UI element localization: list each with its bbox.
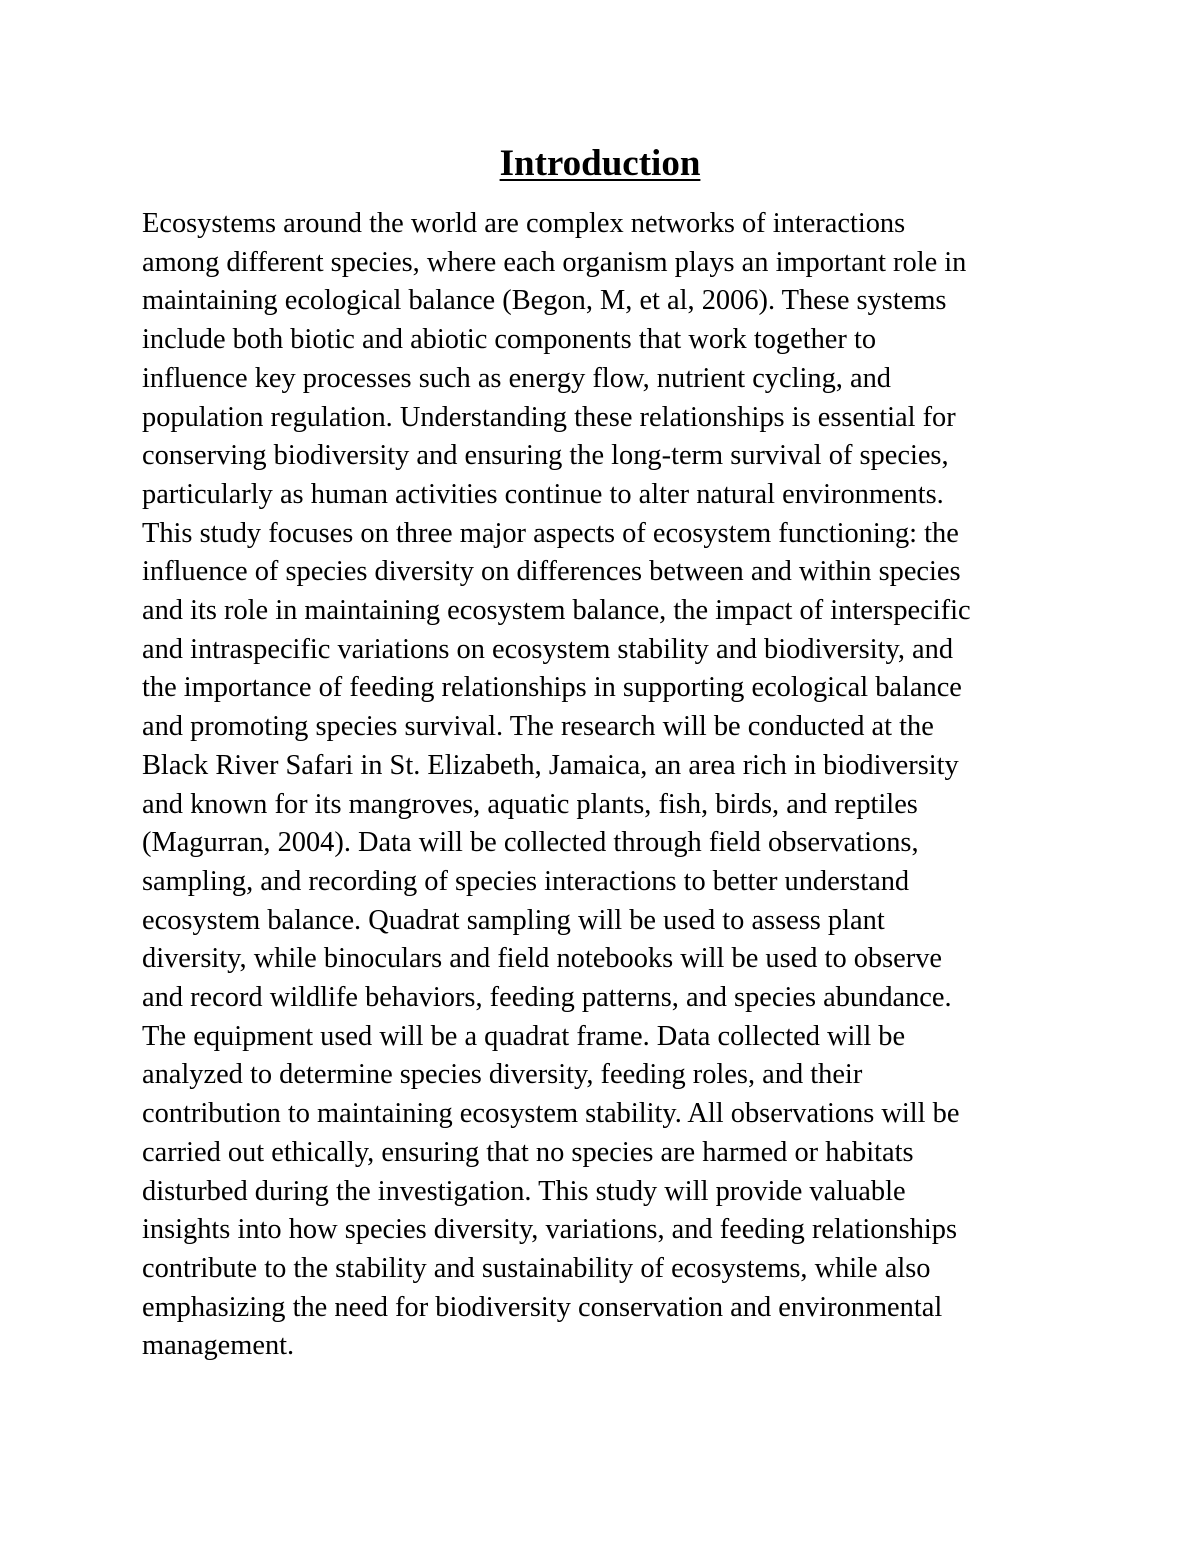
text-line: contribution to maintaining ecosystem stability. All observations will be [142,1098,960,1130]
text-line: particularly as human activities continue to alter natural environments. [142,478,944,510]
text-line: and its role in maintaining ecosystem balance, the impact of interspecific [142,595,971,627]
text-line: maintaining ecological balance (Begon, M, et al, 2006). These systems [142,285,947,317]
text-line: among different species, where each organism plays an important role in [142,246,967,278]
text-line: the importance of feeding relationships in supporting ecological balance [142,672,962,704]
text-line: influence key processes such as energy flow, nutrient cycling, and [142,362,891,394]
text-line: The equipment used will be a quadrat frame. Data collected will be [142,1020,906,1052]
text-line: Black River Safari in St. Elizabeth, Jamaica, an area rich in biodiversity [142,749,959,781]
body-paragraph [142,205,1102,1366]
text-line: and record wildlife behaviors, feeding patterns, and species abundance. [142,982,952,1014]
text-line: management. [142,1330,295,1362]
text-line: emphasizing the need for biodiversity conservation and environmental [142,1291,943,1323]
text-line: and promoting species survival. The research will be conducted at the [142,711,934,743]
text-line: ecosystem balance. Quadrat sampling will be used to assess plant [142,904,885,936]
text-line: carried out ethically, ensuring that no species are harmed or habitats [142,1136,914,1168]
text-line: analyzed to determine species diversity, feeding roles, and their [142,1059,863,1091]
text-line: insights into how species diversity, variations, and feeding relationships [142,1214,958,1246]
text-line: conserving biodiversity and ensuring the long-term survival of species, [142,440,949,472]
text-line: This study focuses on three major aspects of ecosystem functioning: the [142,517,959,549]
text-line: sampling, and recording of species interactions to better understand [142,865,910,897]
text-line: population regulation. Understanding these relationships is essential for [142,401,956,433]
text-line: and intraspecific variations on ecosystem stability and biodiversity, and [142,633,954,665]
text-line: include both biotic and abiotic components that work together to [142,324,877,356]
text-line: contribute to the stability and sustainability of ecosystems, while also [142,1252,931,1284]
text-line: disturbed during the investigation. This study will provide valuable [142,1175,906,1207]
text-line: and known for its mangroves, aquatic plants, fish, birds, and reptiles [142,788,918,820]
text-line: diversity, while binoculars and field notebooks will be used to observe [142,943,943,975]
text-line: Ecosystems around the world are complex networks of interactions [142,208,906,239]
text-line: (Magurran, 2004). Data will be collected through field observations, [142,827,919,859]
page-title: Introduction [499,143,701,184]
text-line: influence of species diversity on differences between and within species [142,556,961,588]
